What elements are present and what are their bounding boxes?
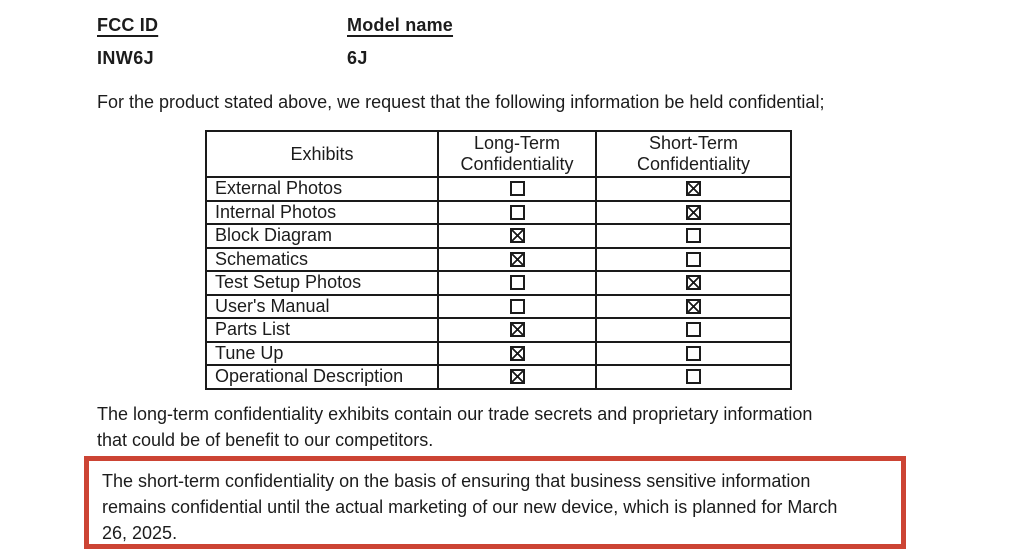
- short-term-checkbox-checked-icon: [686, 181, 701, 196]
- exhibit-label: User's Manual: [206, 295, 438, 319]
- short-term-checkbox-cell: [596, 248, 791, 272]
- text-line: The long-term confidentiality exhibits contain our trade secrets and proprietary information: [97, 404, 813, 424]
- long-term-checkbox-checked-icon: [510, 346, 525, 361]
- column-header-long-term: Long-Term Confidentiality: [438, 131, 596, 177]
- table-row: [206, 295, 791, 319]
- short-term-checkbox-unchecked-icon: [686, 252, 701, 267]
- long-term-note: [97, 401, 812, 453]
- short-term-checkbox-checked-icon: [686, 299, 701, 314]
- exhibit-label: Tune Up: [206, 342, 438, 366]
- exhibit-label: Schematics: [206, 248, 438, 272]
- long-term-checkbox-unchecked-icon: [510, 205, 525, 220]
- text-line: 26, 2025.: [102, 523, 178, 543]
- exhibit-label: Block Diagram: [206, 224, 438, 248]
- column-header-exhibits: Exhibits: [206, 131, 438, 177]
- exhibit-label: Parts List: [206, 318, 438, 342]
- text-line: remains confidential until the actual marketing of our new device, which is planned for March: [102, 497, 838, 517]
- table-row: [206, 248, 791, 272]
- short-term-checkbox-cell: [596, 201, 791, 225]
- short-term-checkbox-checked-icon: [686, 275, 701, 290]
- table-row: [206, 365, 791, 389]
- short-term-checkbox-cell: [596, 177, 791, 201]
- long-term-checkbox-cell: [438, 224, 596, 248]
- long-term-checkbox-unchecked-icon: [510, 299, 525, 314]
- exhibit-label: Operational Description: [206, 365, 438, 389]
- long-term-checkbox-cell: [438, 342, 596, 366]
- model-name-label: Model name: [347, 15, 454, 35]
- long-term-checkbox-checked-icon: [510, 369, 525, 384]
- short-term-checkbox-cell: [596, 342, 791, 366]
- long-term-checkbox-cell: [438, 177, 596, 201]
- table-row: [206, 271, 791, 295]
- exhibit-label: External Photos: [206, 177, 438, 201]
- long-term-checkbox-cell: [438, 365, 596, 389]
- table-row: [206, 318, 791, 342]
- fcc-id-value: INW6J: [97, 48, 155, 68]
- short-term-note: [102, 468, 837, 546]
- column-header-short-term: Short-Term Confidentiality: [596, 131, 791, 177]
- long-term-checkbox-cell: [438, 271, 596, 295]
- table-header-row: [206, 131, 791, 177]
- long-term-checkbox-unchecked-icon: [510, 181, 525, 196]
- table-row: [206, 224, 791, 248]
- text-line: that could be of benefit to our competitors.: [97, 430, 434, 450]
- exhibit-label: Test Setup Photos: [206, 271, 438, 295]
- model-name-value: 6J: [347, 48, 368, 68]
- short-term-checkbox-unchecked-icon: [686, 228, 701, 243]
- short-term-checkbox-unchecked-icon: [686, 322, 701, 337]
- long-term-checkbox-cell: [438, 318, 596, 342]
- long-term-checkbox-unchecked-icon: [510, 275, 525, 290]
- short-term-checkbox-unchecked-icon: [686, 369, 701, 384]
- long-term-checkbox-checked-icon: [510, 252, 525, 267]
- intro-sentence: For the product stated above, we request that the following information be held confidential;: [97, 92, 825, 112]
- short-term-checkbox-cell: [596, 295, 791, 319]
- short-term-checkbox-checked-icon: [686, 205, 701, 220]
- table-row: [206, 177, 791, 201]
- long-term-checkbox-checked-icon: [510, 322, 525, 337]
- text-line: The short-term confidentiality on the basis of ensuring that business sensitive information: [102, 471, 811, 491]
- short-term-checkbox-cell: [596, 271, 791, 295]
- long-term-checkbox-cell: [438, 201, 596, 225]
- table-row: [206, 201, 791, 225]
- confidentiality-exhibits-table: [205, 130, 792, 390]
- long-term-checkbox-cell: [438, 248, 596, 272]
- short-term-checkbox-cell: [596, 224, 791, 248]
- long-term-checkbox-checked-icon: [510, 228, 525, 243]
- exhibit-label: Internal Photos: [206, 201, 438, 225]
- highlight-box: [84, 456, 906, 549]
- short-term-checkbox-cell: [596, 318, 791, 342]
- short-term-checkbox-unchecked-icon: [686, 346, 701, 361]
- fcc-id-label: FCC ID: [97, 15, 159, 35]
- table-row: [206, 342, 791, 366]
- short-term-checkbox-cell: [596, 365, 791, 389]
- long-term-checkbox-cell: [438, 295, 596, 319]
